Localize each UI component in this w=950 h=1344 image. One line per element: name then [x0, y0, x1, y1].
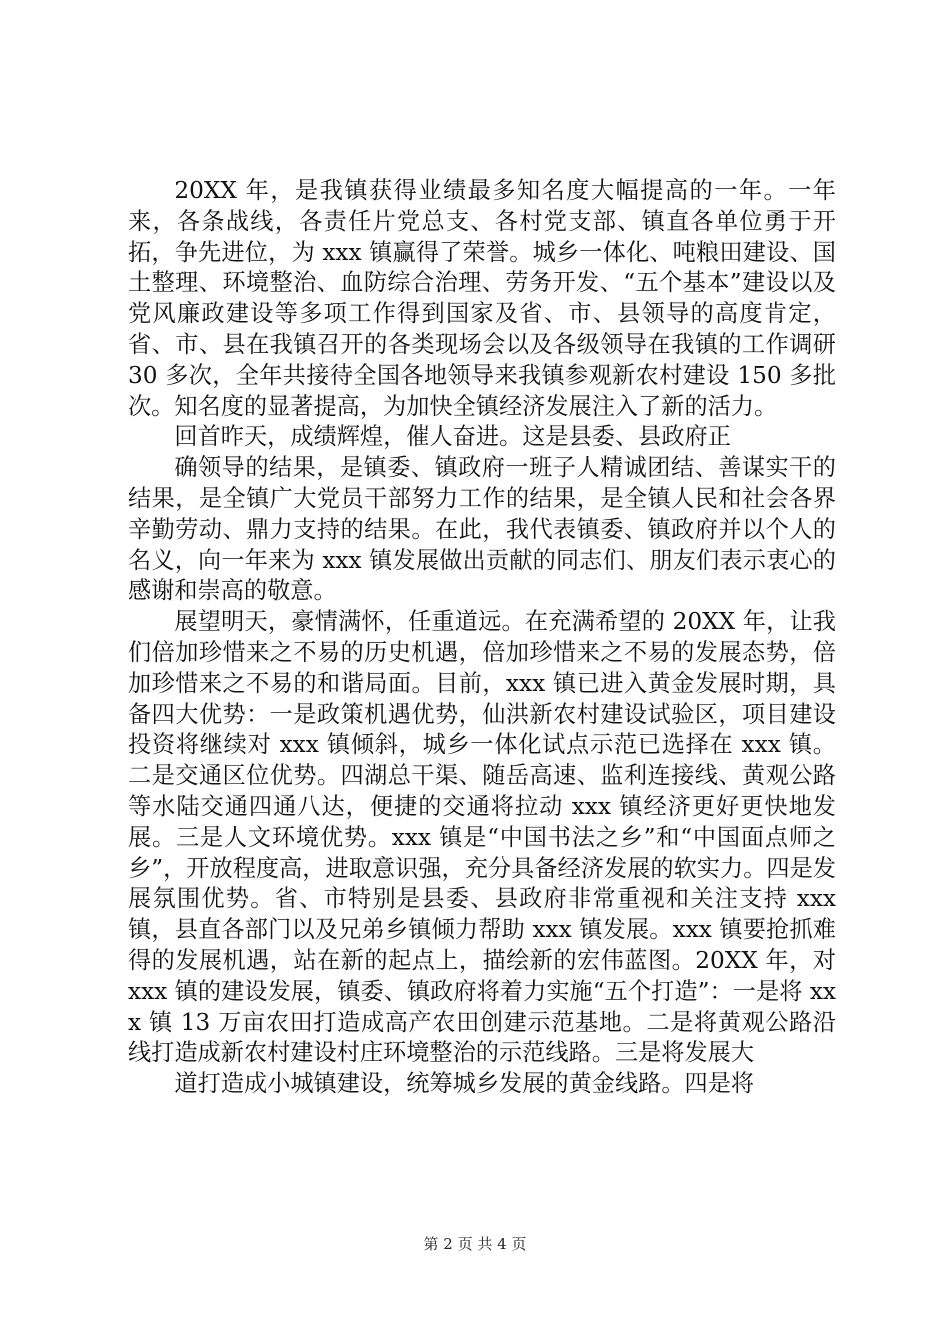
document-body [128, 176, 836, 1100]
paragraph-1: 20XX 年，是我镇获得业绩最多知名度大幅提高的一年。一年来，各条战线，各责任片党总支、各村党支部、镇直各单位勇于开拓，争先进位，为 xxx 镇赢得了荣誉。城乡一体化、吨粮田建设、国土整理、环境整治、血防综合治理、劳务开发、“五个基本”建设以及党风廉政建设等多项工作得到国家及省、市、县领导的高度肯定，省、市、县在我镇召开的各类现场会以及各级领导在我镇的工作调研 30 多次，全年共接待全国各地领导来我镇参观新农村建设 150 多批次。知名度的显著提高，为加快全镇经济发展注入了新的活力。 [128, 177, 836, 420]
paragraph-5: 道打造成小城镇建设，统筹城乡发展的黄金线路。四是将 [174, 1070, 755, 1098]
page-number-footer: 第 2 页 共 4 页 [423, 1235, 527, 1253]
paragraph-2: 回首昨天，成绩辉煌，催人奋进。这是县委、县政府正 [174, 423, 731, 451]
paragraph-3: 确领导的结果，是镇委、镇政府一班子人精诚团结、善谋实干的结果，是全镇广大党员干部努力工作的结果，是全镇人民和社会各界辛勤劳动、鼎力支持的结果。在此，我代表镇委、镇政府并以个人的名义，向一年来为 xxx 镇发展做出贡献的同志们、朋友们表示衷心的感谢和崇高的敬意。 [128, 454, 836, 605]
paragraph-4: 展望明天，豪情满怀，任重道远。在充满希望的 20XX 年，让我们倍加珍惜来之不易的历史机遇，倍加珍惜来之不易的发展态势，倍加珍惜来之不易的和谐局面。目前，xxx 镇已进入黄金发展时期，具备四大优势：一是政策机遇优势，仙洪新农村建设试验区，项目建设投资将继续对 xxx 镇倾斜，城乡一体化试点示范已选择在 xxx 镇。二是交通区位优势。四湖总干渠、随岳高速、监利连接线、黄观公路等水陆交通四通八达，便捷的交通将拉动 xxx 镇经济更好更快地发展。三是人文环境优势。xxx 镇是“中国书法之乡”和“中国面点师之乡”，开放程度高，进取意识强，充分具备经济发展的软实力。四是发展氛围优势。省、市特别是县委、县政府非常重视和关注支持 xxx 镇，县直各部门以及兄弟乡镇倾力帮助 xxx 镇发展。xxx 镇要抢抓难得的发展机遇，站在新的起点上，描绘新的宏伟蓝图。20XX 年，对 xxx 镇的建设发展，镇委、镇政府将着力实施“五个打造”：一是将 xxx 镇 13 万亩农田打造成高产农田创建示范基地。二是将黄观公路沿线打造成新农村建设村庄环境整治的示范线路。三是将发展大 [128, 608, 836, 1067]
